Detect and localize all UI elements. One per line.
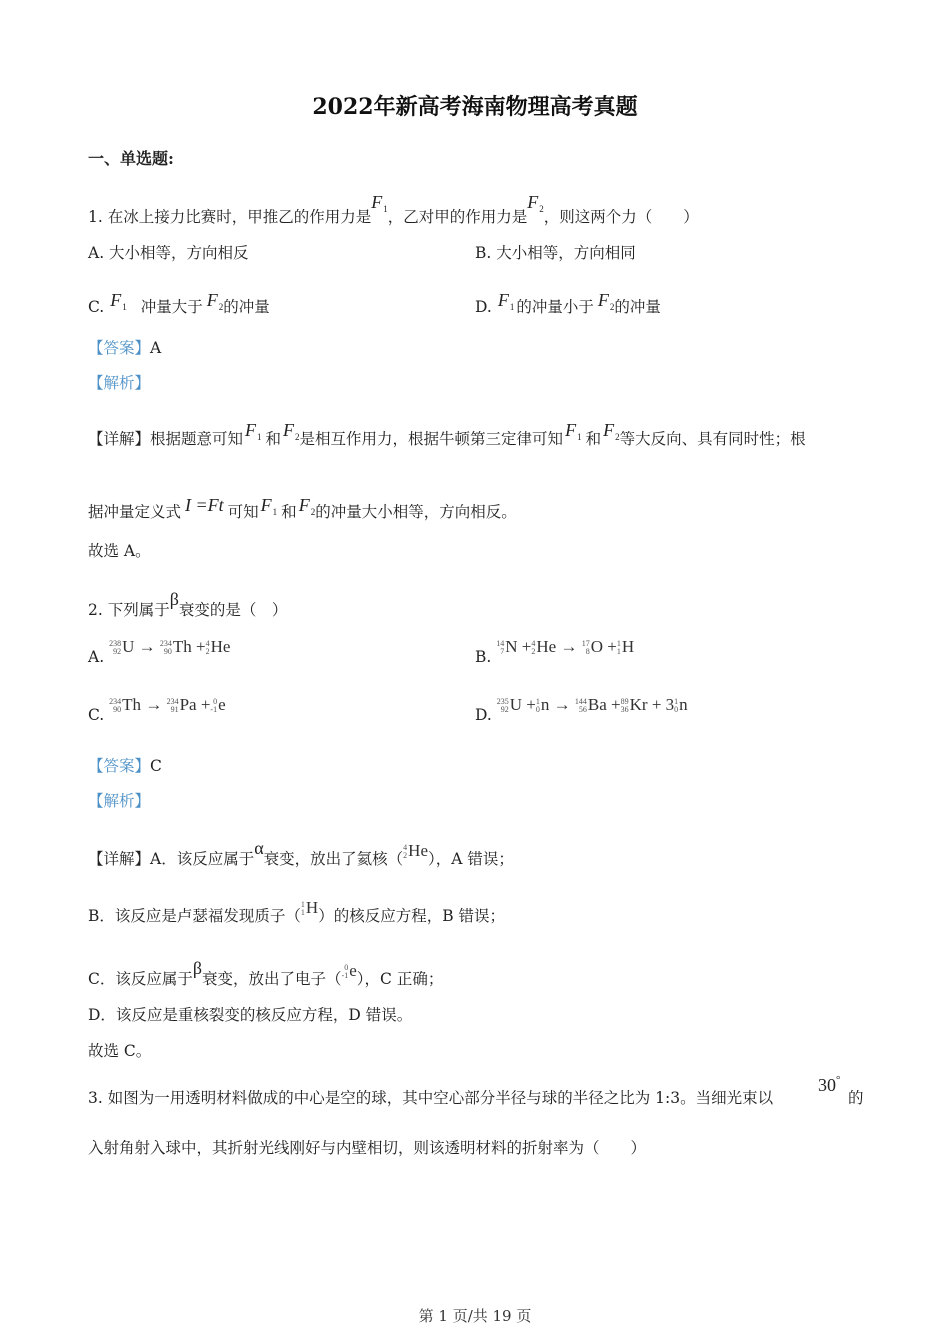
q1-option-b: B. 大小相等，方向相同 <box>475 244 636 262</box>
impulse-formula: I =Ft <box>185 495 224 515</box>
q1-d-f1: $F_1$ <box>497 290 515 312</box>
q1-c-f1: $F_1$ <box>110 290 127 312</box>
q1-option-c: C. $F_1$ 冲量大于 $F_2$的冲量 <box>88 290 270 316</box>
q1-detail-line1: 【详解】根据题意可知 $F_1$ 和 $F_2$是相互作用力，根据牛顿第三定律可知 $F_1$ 和 $F_2$等大反向、具有同时性；根 <box>88 420 806 448</box>
q3-stem-line1-end: 的 <box>848 1089 864 1107</box>
q1-f2: $F_2$ <box>527 192 544 214</box>
q1-option-a: A. 大小相等，方向相反 <box>88 244 249 262</box>
q2-option-d: D. 235 92 U + 1 0 n → 144 56 Ba + 89 36 Kr + 3 1 0 n <box>475 695 688 724</box>
q1-stem <box>88 192 699 227</box>
beta-symbol: β <box>169 589 179 609</box>
q1-analysis-tag: 【解析】 <box>88 374 151 392</box>
q2-detail-c: C．该反应属于β衰变，放出了电子（ 0 -1 e），C 正确； <box>88 958 444 988</box>
q3-stem-line1: 3. 如图为一用透明材料做成的中心是空的球，其中空心部分半径与球的半径之比为 1:3。当细光束以 <box>88 1089 774 1107</box>
q2-detail-b: B．该反应是卢瑟福发现质子（ 1 1 H）的核反应方程，B 错误； <box>88 898 506 925</box>
q2-analysis-tag: 【解析】 <box>88 792 151 810</box>
q2-option-c: C. 234 90 Th → 234 91 Pa + 0 -1 e <box>88 695 226 724</box>
q1-f1: $F_1$ <box>371 192 388 214</box>
q3-stem-line2: 入射角射入球中，其折射光线刚好与内壁相切，则该透明材料的折射率为（ ） <box>88 1139 647 1157</box>
q2-option-b: B. 14 7 N + 4 2 He → 17 8 O + 1 1 H <box>475 637 635 666</box>
q1-option-d: D. $F_1$ 的冲量小于 $F_2$的冲量 <box>475 290 661 316</box>
q1-conclusion: 故选 A。 <box>88 542 151 560</box>
alpha-symbol: α <box>254 838 264 858</box>
q2-detail-a: 【详解】A．该反应属于α衰变，放出了氦核（ 4 2 He），A 错误； <box>88 838 514 868</box>
q1-stem-b: ，乙对甲的作用力是 <box>387 208 528 226</box>
section-heading: 一、单选题: <box>88 149 174 168</box>
q1-answer: 【答案】A <box>88 339 162 357</box>
q1-c-f2: $F_2$ <box>206 290 224 312</box>
q2-detail-d: D．该反应是重核裂变的核反应方程，D 错误。 <box>88 1006 413 1024</box>
q1-stem-c: ，则这两个力（ ） <box>543 208 699 226</box>
q2-conclusion: 故选 C。 <box>88 1042 152 1060</box>
page-title: 2022年新高考海南物理高考真题 <box>312 94 638 120</box>
incident-angle: 30° <box>818 1074 841 1095</box>
q1-detail-line2: 据冲量定义式 I =Ft 可知 $F_1$ 和 $F_2$的冲量大小相等，方向相反。 <box>88 495 517 521</box>
q2-stem: 2. 下列属于β衰变的是（ ） <box>88 589 288 619</box>
q1-d-f2: $F_2$ <box>597 290 615 312</box>
q1-stem-a: 1. 在冰上接力比赛时，甲推乙的作用力是 <box>88 208 372 226</box>
q2-answer: 【答案】C <box>88 757 162 775</box>
page-footer: 第 1 页/共 19 页 <box>418 1307 532 1325</box>
q2-option-a: A. 238 92 U → 234 90 Th + 4 2 He <box>88 637 231 666</box>
